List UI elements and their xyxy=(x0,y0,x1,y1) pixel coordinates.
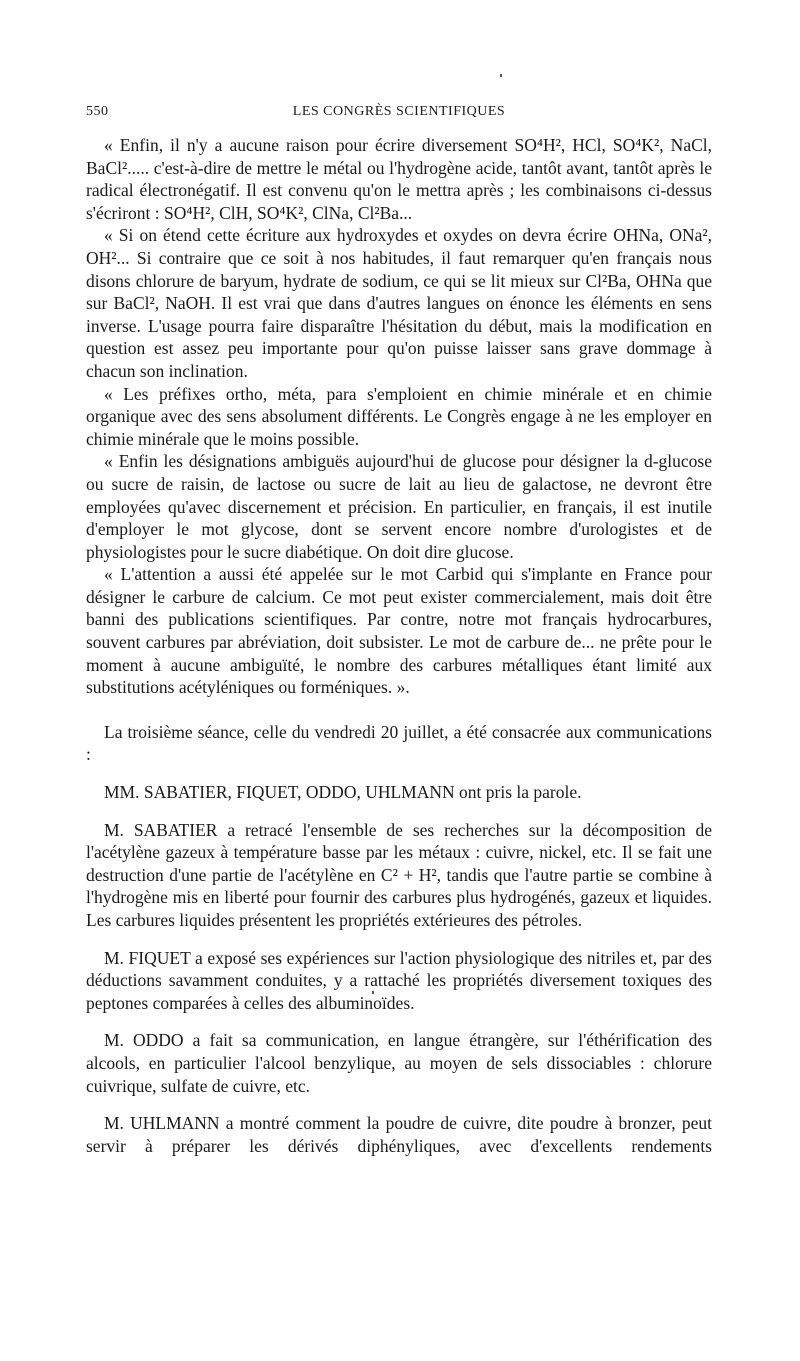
paragraph-oddo: M. ODDO a fait sa communication, en langue étrangère, sur l'éthérification des alcools, en particulier l'alcool benzylique, au moyen de sels dissociables : chlorure cuivrique, sulfate de cuivre, etc. xyxy=(86,1030,712,1096)
margin-mark xyxy=(500,74,502,77)
paragraph-sabatier: M. SABATIER a retracé l'ensemble de ses recherches sur la décomposition de l'acétylène gazeux à température basse par les métaux : cuivre, nickel, etc. Il se fait une destruction d'une partie de l'acétylène en C² + H², tandis que l'autre partie se combine à l'hydrogène mis en liberté pour fournir des carbures plus hydrogénés, gazeux et liquides. Les carbures liquides présentent les propriétés extérieures des pétroles. xyxy=(86,819,712,930)
paragraph-prefixes: « Les préfixes ortho, méta, para s'emploient en chimie minérale et en chimie organique avec des sens absolument différents. Le Congrès engage à ne les employer en chimie minérale que le moins possible. xyxy=(86,383,712,449)
paragraph-formula-order: « Enfin, il n'y a aucune raison pour écrire diversement SO⁴H², HCl, SO⁴K², NaCl, BaCl²..... c'est-à-dire de mettre le métal ou l'hydrogène acide, tantôt avant, tantôt après le radical électronégatif. Il est convenu qu'on le mettra après ; les combinaisons ci-dessus s'écriront : SO⁴H², ClH, SO⁴K², ClNa, Cl²Ba... xyxy=(86,135,712,223)
paragraph-hydroxides: « Si on étend cette écriture aux hydroxydes et oxydes on devra écrire OHNa, ONa², OH²... Si contraire que ce soit à nos habitudes, il faut remarquer qu'en français nous disons chlorure de baryum, hydrate de sodium, ce qui se lit mieux sur Cl²Ba, OHNa que sur BaCl², NaOH. Il est vrai que dans d'autres langues on énonce les éléments en sens inverse. L'usage pourra faire disparaître l'hésitation du début, mais la modification en question est assez peu importante pour qu'on puisse laisser sans grave dommage à chacun son inclination. xyxy=(86,225,712,381)
body-text xyxy=(86,134,712,1157)
paragraph-carbid: « L'attention a aussi été appelée sur le mot Carbid qui s'implante en France pour désigner le carbure de calcium. Ce mot peut exister commercialement, mais doit être banni des publications scientifiques. Par contre, notre mot français hydrocarbures, souvent carbures par abréviation, doit subsister. Le mot de carbure de... ne prête pour le moment à aucune ambiguïté, le nombre des carbures métalliques étant limité aux substitutions acétyléniques ou forméniques. ». xyxy=(86,564,712,698)
paragraph-glucose: « Enfin les désignations ambiguës aujourd'hui de glucose pour désigner la d-glucose ou sucre de raisin, de lactose ou sucre de lait au lieu de galactose, ne devront être employées qu'avec discernement et précision. En particulier, en français, il est inutile d'employer le mot glycose, dont se servent encore nombre d'urologistes et de physiologistes pour le sucre diabétique. On doit dire glucose. xyxy=(86,451,712,562)
running-title: LES CONGRÈS SCIENTIFIQUES xyxy=(292,104,506,119)
paragraph-third-session: La troisième séance, celle du vendredi 20 juillet, a été consacrée aux communications : xyxy=(86,721,712,765)
page-number: 550 xyxy=(86,104,109,119)
running-head xyxy=(86,104,712,134)
paragraph-fiquet: M. FIQUET a exposé ses expériences sur l'action physiologique des nitriles et, par des déductions savamment conduites, y a rattaché les propriétés diversement toxiques des peptones comparées à celles des albuminoïdes. xyxy=(86,947,712,1013)
book-page xyxy=(86,104,712,1157)
paragraph-speakers: MM. SABATIER, FIQUET, ODDO, UHLMANN ont pris la parole. xyxy=(104,782,582,803)
paragraph-uhlmann: M. UHLMANN a montré comment la poudre de cuivre, dite poudre à bronzer, peut servir à préparer les dérivés diphényliques, avec d'excellents rendements xyxy=(86,1113,712,1156)
